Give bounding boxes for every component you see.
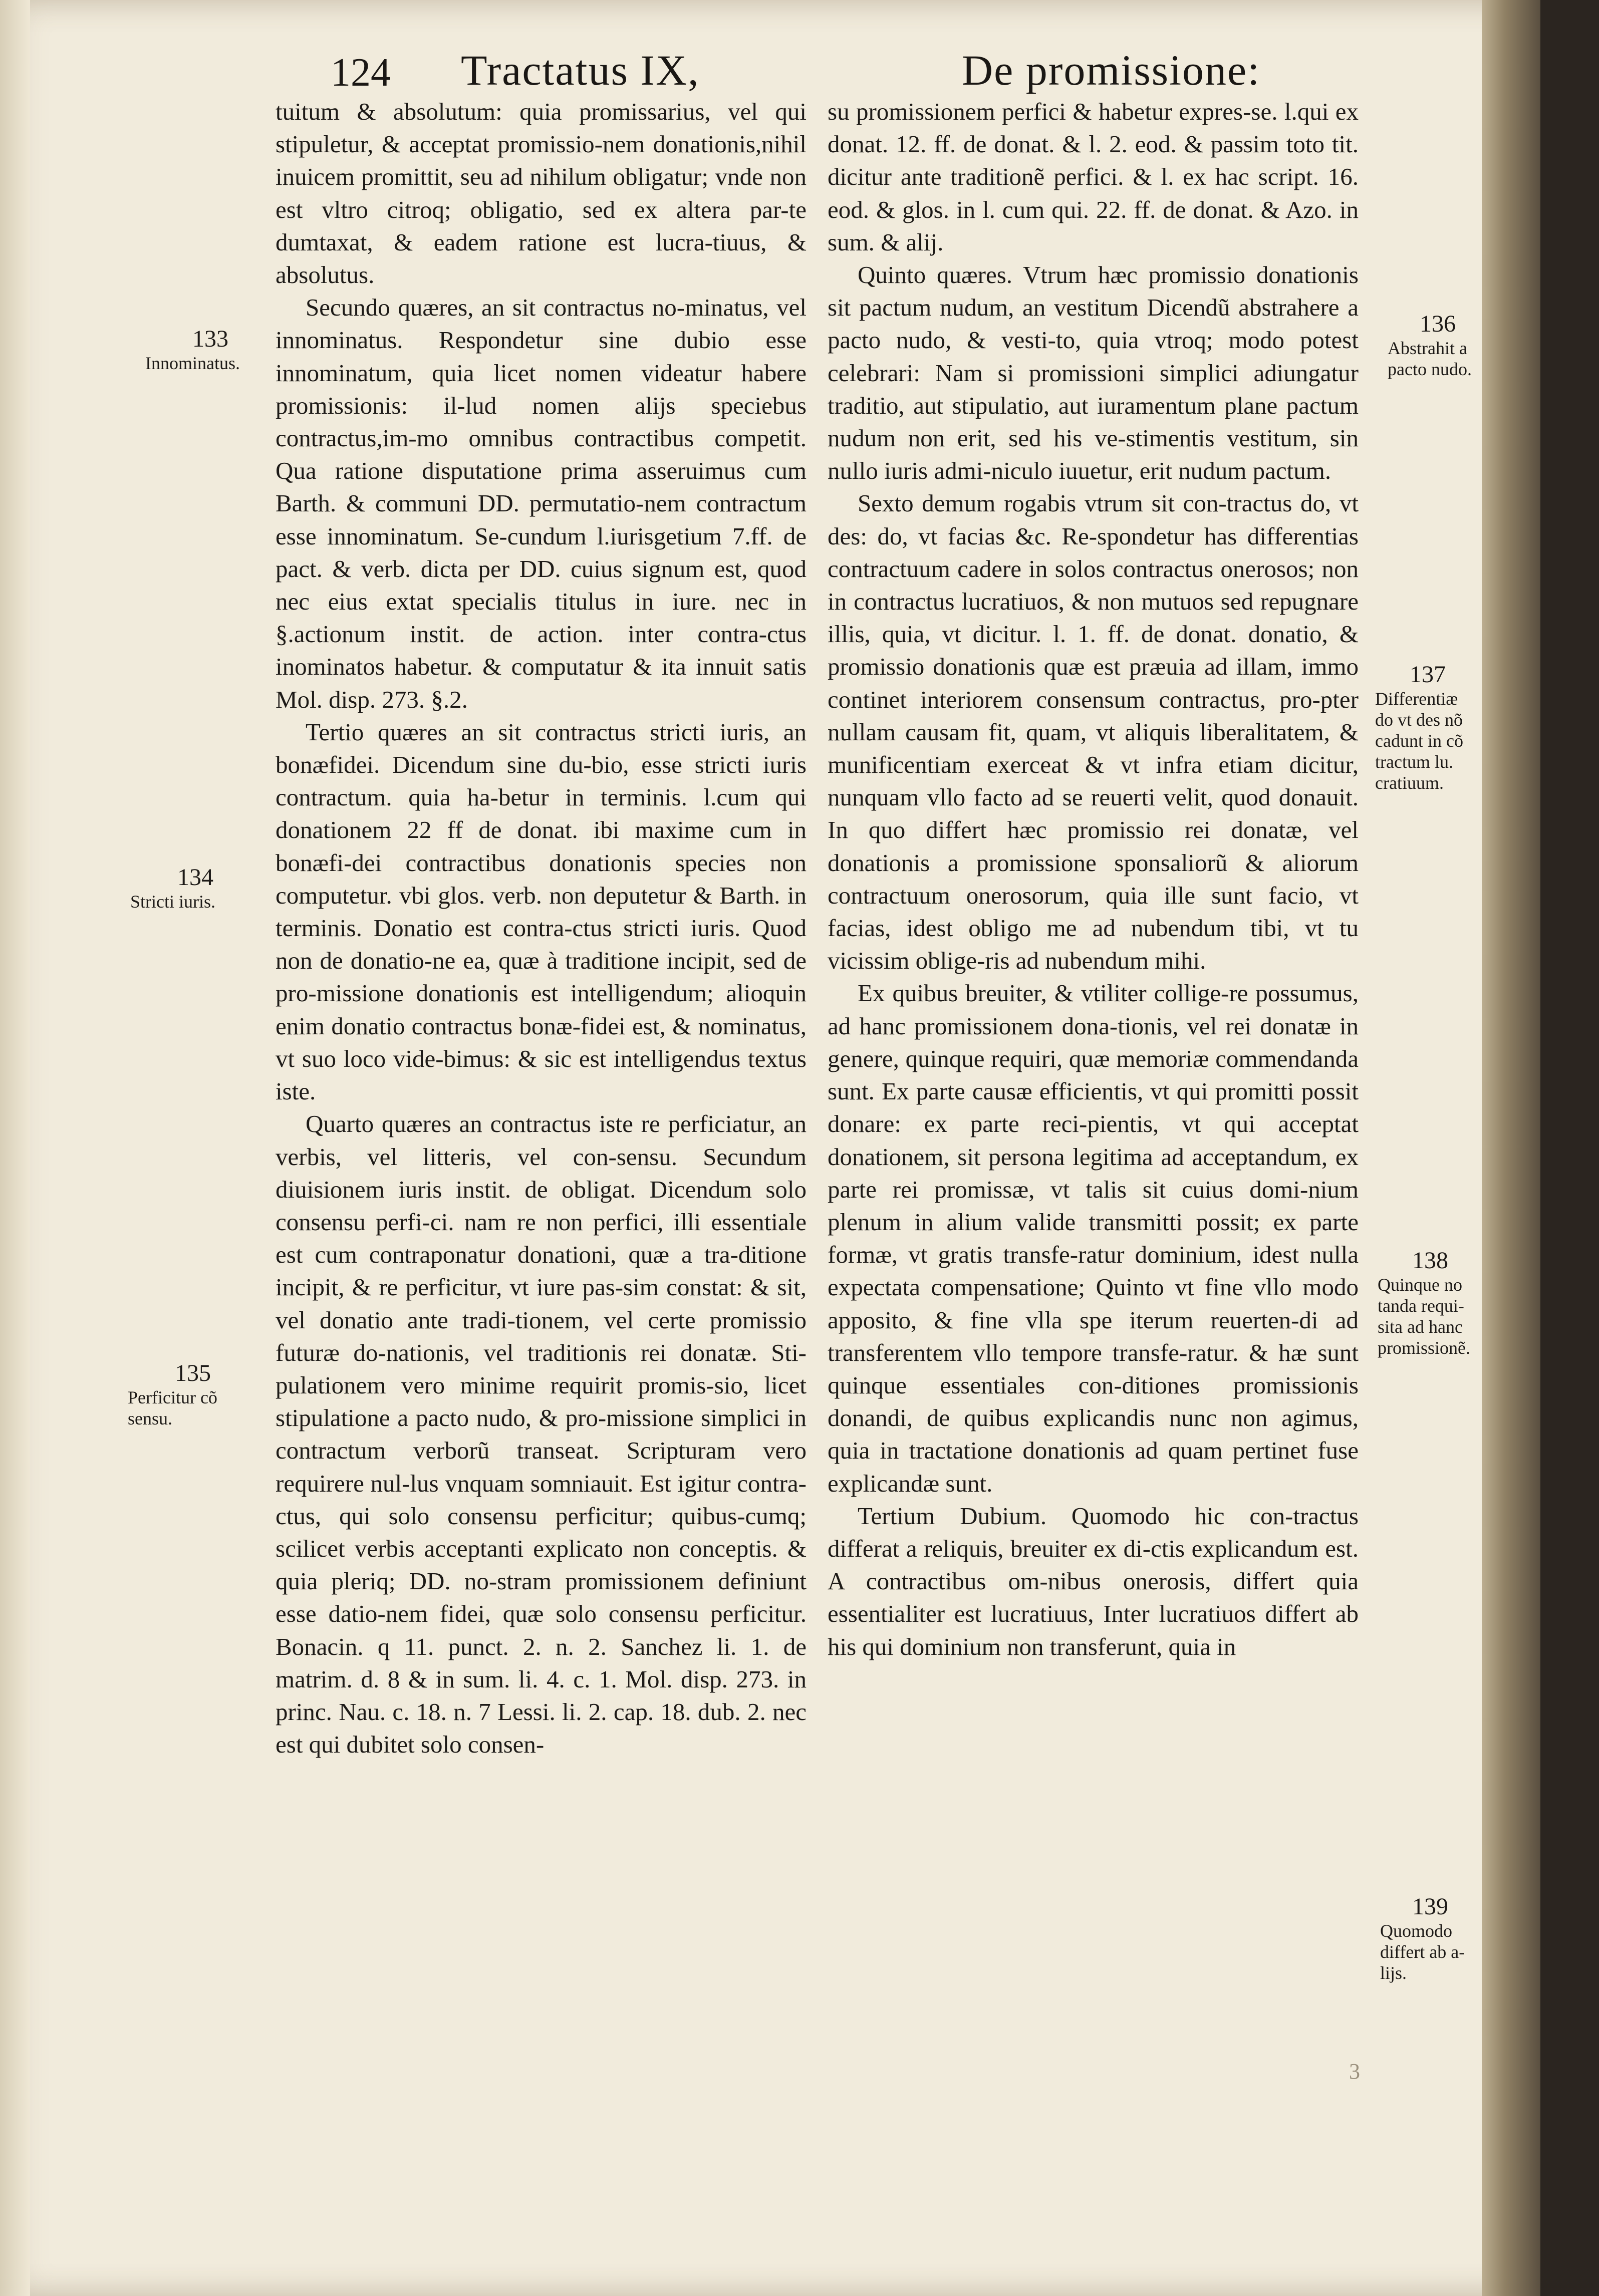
margin-note (1375, 661, 1480, 793)
margin-note-number: 138 (1412, 1247, 1448, 1274)
margin-note-text: Differentiæ do vt des nõ cadunt in cõ tractum lu. cratiuum. (1375, 689, 1463, 793)
margin-note (130, 864, 260, 912)
right-running-title: De promissione: (962, 46, 1261, 94)
paragraph: Secundo quæres, an sit contractus no-minatus, vel innominatus. Respondetur sine dubio esse innominatum, quia licet nomen videatur habere promissionis: il-lud nomen alijs speciebus contractus,im-mo omnibus contractibus competit. Qua ratione disputatione prima asseruimus cum Barth. & communi DD. permutatio-nem contractum esse innominatum. Se-cundum l.iurisgetium 7.ff. de pact. & verb. dicta per DD. cuius signum est, quod nec eius extat specialis titulus in iure. nec in §.actionum instit. de action. inter contra-ctus inominatos habetur. & computatur & ita innuit satis Mol. disp. 273. §.2. (276, 294, 807, 713)
margin-note-text: Innominatus. (145, 353, 240, 373)
corner-mark: 3 (1349, 2059, 1360, 2084)
margin-note (1388, 311, 1488, 380)
margin-note-number: 133 (192, 326, 228, 352)
margin-note-number: 136 (1420, 311, 1456, 337)
margin-note-text: Abstrahit a pacto nudo. (1388, 338, 1472, 379)
left-running-title: Tractatus IX, (461, 46, 700, 94)
margin-note-number: 137 (1410, 661, 1446, 688)
page-fore-edge (1482, 0, 1540, 2296)
margin-note (1380, 1893, 1480, 1983)
paragraph: Ex quibus breuiter, & vtiliter collige-re possumus, ad hanc promissionem dona-tionis, vel rei donatæ in genere, quinque requiri, quæ memoriæ commendanda sunt. Ex parte causæ efficientis, vt qui promitti possit donare: ex parte reci-pientis, vt qui acceptat donationem, sit persona legitima ad acceptandum, ex parte rei promissæ, vt talis sit cuius domi-nium plenum in alium valide transmitti possit; ex parte formæ, vt gratis transfe-ratur dominium, idest nulla expectata compensatione; Quinto vt fine vllo modo apposito, & fine vlla spe iterum reuerten-di ad transferentem vllo tempore transfe-ratur. & hæ sunt quinque essentiales con-ditiones promissionis donandi, de quibus explicandis nunc non agimus, quia in tractatione donationis ad quam pertinet fuse explicandæ sunt. (828, 979, 1359, 1497)
margin-note-number: 135 (175, 1360, 211, 1386)
paragraph: Quarto quæres an contractus iste re perficiatur, an verbis, vel litteris, vel con-sensu. Secundum diuisionem iuris instit. de obligat. Dicendum solo consensu perfi-ci. nam re non perfici, illi essentiale est cum contraponatur donationi, quæ a tra-ditione incipit, & re perficitur, vt iure pas-sim constat: & sit, vel donatio ante tradi-tionem, vel certe promissio futuræ do-nationis, vel traditionis rei donatæ. Sti-pulationem vero minime requirit promis-sio, licet stipulatione a pacto nudo, & pro-missione simplici in contractum verborũ transeat. Scripturam vero requirere nul-lus vnquam somniauit. Est igitur contra-ctus, qui solo consensu perficitur; quibus-cumq; scilicet verbis acceptanti explicato non conceptis. & quia pleriq; DD. no-stram promissionem definiunt esse datio-nem fidei, quæ solo consensu perficitur. Bonacin. q 11. punct. 2. n. 2. Sanchez li. 1. de matrim. d. 8 & in sum. li. 4. c. 1. Mol. disp. 273. in princ. Nau. c. 18. n. 7 Lessi. li. 2. cap. 18. dub. 2. nec est qui dubitet solo consen- (276, 1110, 807, 1759)
margin-note-text: Perficitur cõ sensu. (128, 1387, 217, 1428)
paragraph: Quinto quæres. Vtrum hæc promissio donationis sit pactum nudum, an vestitum Dicendũ abstrahere a pacto nudo, & vesti-to, quia vtroq; modo potest celebrari: Nam si promissioni simplici adiungatur traditio, aut stipulatio, aut iuramentum plane pactum nudum non erit, sed his ve-stimentis vestitum, sin nullo iuris admi-niculo iuuetur, erit nudum pactum. (828, 261, 1359, 485)
right-column (828, 95, 1359, 1663)
margin-note (128, 1360, 258, 1429)
margin-note-text: Quomodo differt ab a-lijs. (1380, 1921, 1465, 1983)
margin-note-text: Quinque no tanda requi-sita ad hanc promissionẽ. (1378, 1275, 1470, 1358)
margin-note-text: Stricti iuris. (130, 892, 215, 912)
margin-note-number: 134 (177, 864, 213, 891)
page-number: 124 (331, 51, 391, 95)
paragraph: Tertium Dubium. Quomodo hic con-tractus differat a reliquis, breuiter ex di-ctis explicandum est. A contractibus om-nibus onerosis, differt quia essentialiter est lucratiuus, Inter lucratiuos differt ab his qui dominium non transferunt, quia in (828, 1502, 1359, 1660)
paragraph: Tertio quæres an sit contractus stricti iuris, an bonæfidei. Dicendum sine du-bio, esse stricti iuris contractum. quia ha-betur in terminis. l.cum qui donationem 22 ff de donat. ibi maxime cum in bonæfi-dei contractibus donationis species non computetur. vbi glos. verb. non deputetur & Barth. in terminis. Donatio est contra-ctus stricti iuris. Quod non de donatio-ne ea, quæ à traditione incipit, sed de pro-missione donationis est intelligendum; alioquin enim donatio contractus bonæ-fidei est, & nominatus, vt suo loco vide-bimus: & sic est intelligendus textus iste. (276, 718, 807, 1105)
paragraph: Sexto demum rogabis vtrum sit con-tractus do, vt des: do, vt facias &c. Re-spondetur has differentias contractuum cadere in solos contractus onerosos; non in contractus lucratiuos, & non mutuos sed repugnare illis, quia, vt dicitur. l. 1. ff. de donat. donatio, & promissio donationis quæ est præuia ad illam, immo continet interiorem consensum contractus, pro-pter nullam causam fit, quam, vt aliquis liberalitatem, & munificentiam exerceat & vt infra etiam dicitur, nunquam vllo facto ad se reuerti velit, quod donauit. In quo differt hæc promissio rei donatæ, vel donationis a promissione sponsaliorũ & aliorum contractuum onerosorum, quia ille sunt facio, vt facias, idest obligo me ad nubendum tibi, vt tu vicissim oblige-ris ad nubendum mihi. (828, 489, 1359, 975)
page-gutter (0, 0, 30, 2296)
left-column (276, 95, 807, 1761)
margin-note-number: 139 (1412, 1893, 1448, 1920)
paragraph: su promissionem perfici & habetur expres-se. l.qui ex donat. 12. ff. de donat. & l. 2. eod. & passim toto tit. dicitur ante traditionẽ perfici. & l. ex hac script. 16. eod. & glos. in l. cum qui. 22. ff. de donat. & Azo. in sum. & alij. (828, 98, 1359, 256)
paragraph: tuitum & absolutum: quia promissarius, vel qui stipuletur, & acceptat promissio-nem donationis,nihil inuicem promittit, seu ad nihilum obligatur; vnde non est vltro citroq; obligatio, sed ex altera par-te dumtaxat, & eadem ratione est lucra-tiuus, & absolutus. (276, 98, 807, 289)
margin-note (145, 326, 276, 374)
margin-note (1378, 1247, 1483, 1358)
